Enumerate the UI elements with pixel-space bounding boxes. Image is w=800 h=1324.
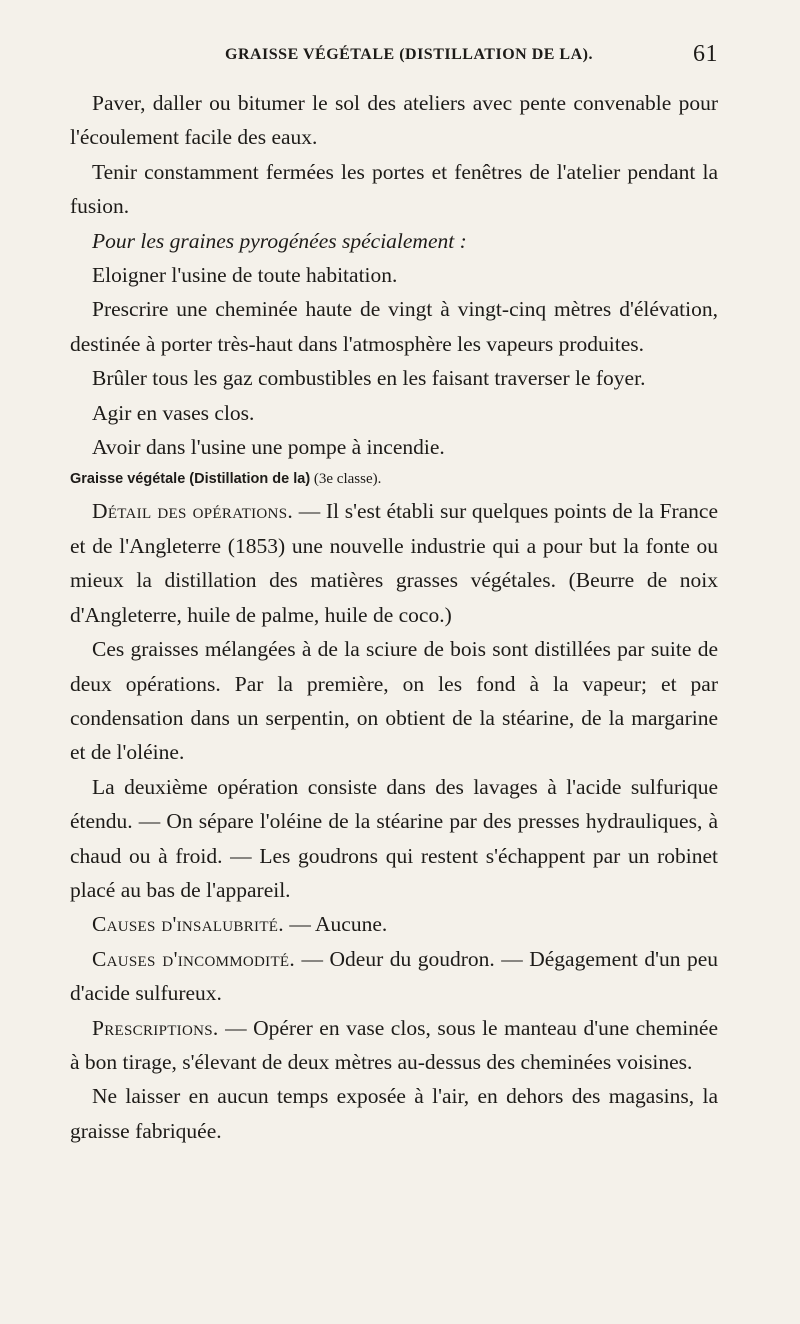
prescriptions-label: Prescriptions. <box>92 1015 219 1040</box>
causes-incommodite-label: Causes d'incommodité. <box>92 946 296 971</box>
causes-insalubrite-label: Causes d'insalubrité. <box>92 912 284 937</box>
paragraph: Avoir dans l'usine une pompe à incendie. <box>92 435 445 460</box>
paragraph: La deuxième opération consiste dans des lavages à l'acide sulfurique étendu. — On sépare l'oléine de la stéarine par des presses hydrauliques, à chaud ou à froid. — Les goudrons qui restent s'échappent par un robinet placé au bas de l'appareil. <box>70 774 718 902</box>
causes-insalubrite <box>70 907 718 941</box>
paragraph: Paver, daller ou bitumer le sol des ateliers avec pente convenable pour l'écoulement facile des eaux. <box>70 91 718 150</box>
paragraph: Agir en vases clos. <box>92 400 255 425</box>
detail-label: Détail des opérations. <box>92 499 294 524</box>
prescriptions <box>70 1011 718 1080</box>
detail-paragraph <box>70 494 718 632</box>
document-page <box>70 41 718 1148</box>
paragraph: Ces graisses mélangées à de la sciure de bois sont distillées par suite de deux opérations. Par la première, on les fond à la vapeur; et par condensation dans un serpentin, on obtient de la stéarine, de la margarine et de l'oléine. <box>70 637 718 765</box>
detail-text: — Il s'est établi sur quelques points de la France et de l'Angleterre (1853) une nouvelle industrie qui a pour but la fonte ou mieux la distillation des matières grasses végétales. (Beurre de noix d'Angleterre, huile de palme, huile de coco.) <box>70 499 718 627</box>
paragraph: Eloigner l'usine de toute habitation. <box>92 263 398 288</box>
running-head-title: GRAISSE VÉGÉTALE (DISTILLATION DE LA). <box>225 46 593 63</box>
section-class: (3e classe). <box>313 471 382 488</box>
paragraph: Tenir constamment fermées les portes et fenêtres de l'atelier pendant la fusion. <box>70 159 718 219</box>
causes-insalubrite-text: — Aucune. <box>283 912 388 937</box>
running-head <box>70 41 718 86</box>
page-number: 61 <box>693 41 718 67</box>
section-heading <box>70 464 718 494</box>
causes-incommodite-text: — Odeur du goudron. — Dégagement d'un peu d'acide sulfureux. <box>70 946 718 1006</box>
prescriptions-text: — Opérer en vase clos, sous le manteau d'une cheminée à bon tirage, s'élevant de deux mètres au-dessus des cheminées voisines. <box>70 1015 718 1074</box>
body-text <box>70 86 718 1148</box>
paragraph: Prescrire une cheminée haute de vingt à vingt-cinq mètres d'élévation, destinée à porter très-haut dans l'atmosphère les vapeurs produites. <box>70 297 718 356</box>
italic-heading: Pour les graines pyrogénées spécialement : <box>92 228 467 253</box>
causes-incommodite <box>70 942 718 1011</box>
paragraph: Brûler tous les gaz combustibles en les faisant traverser le foyer. <box>92 366 646 391</box>
section-title: Graisse végétale (Distillation de la) <box>70 471 311 488</box>
paragraph: Ne laisser en aucun temps exposée à l'air, en dehors des magasins, la graisse fabriquée. <box>70 1084 718 1143</box>
